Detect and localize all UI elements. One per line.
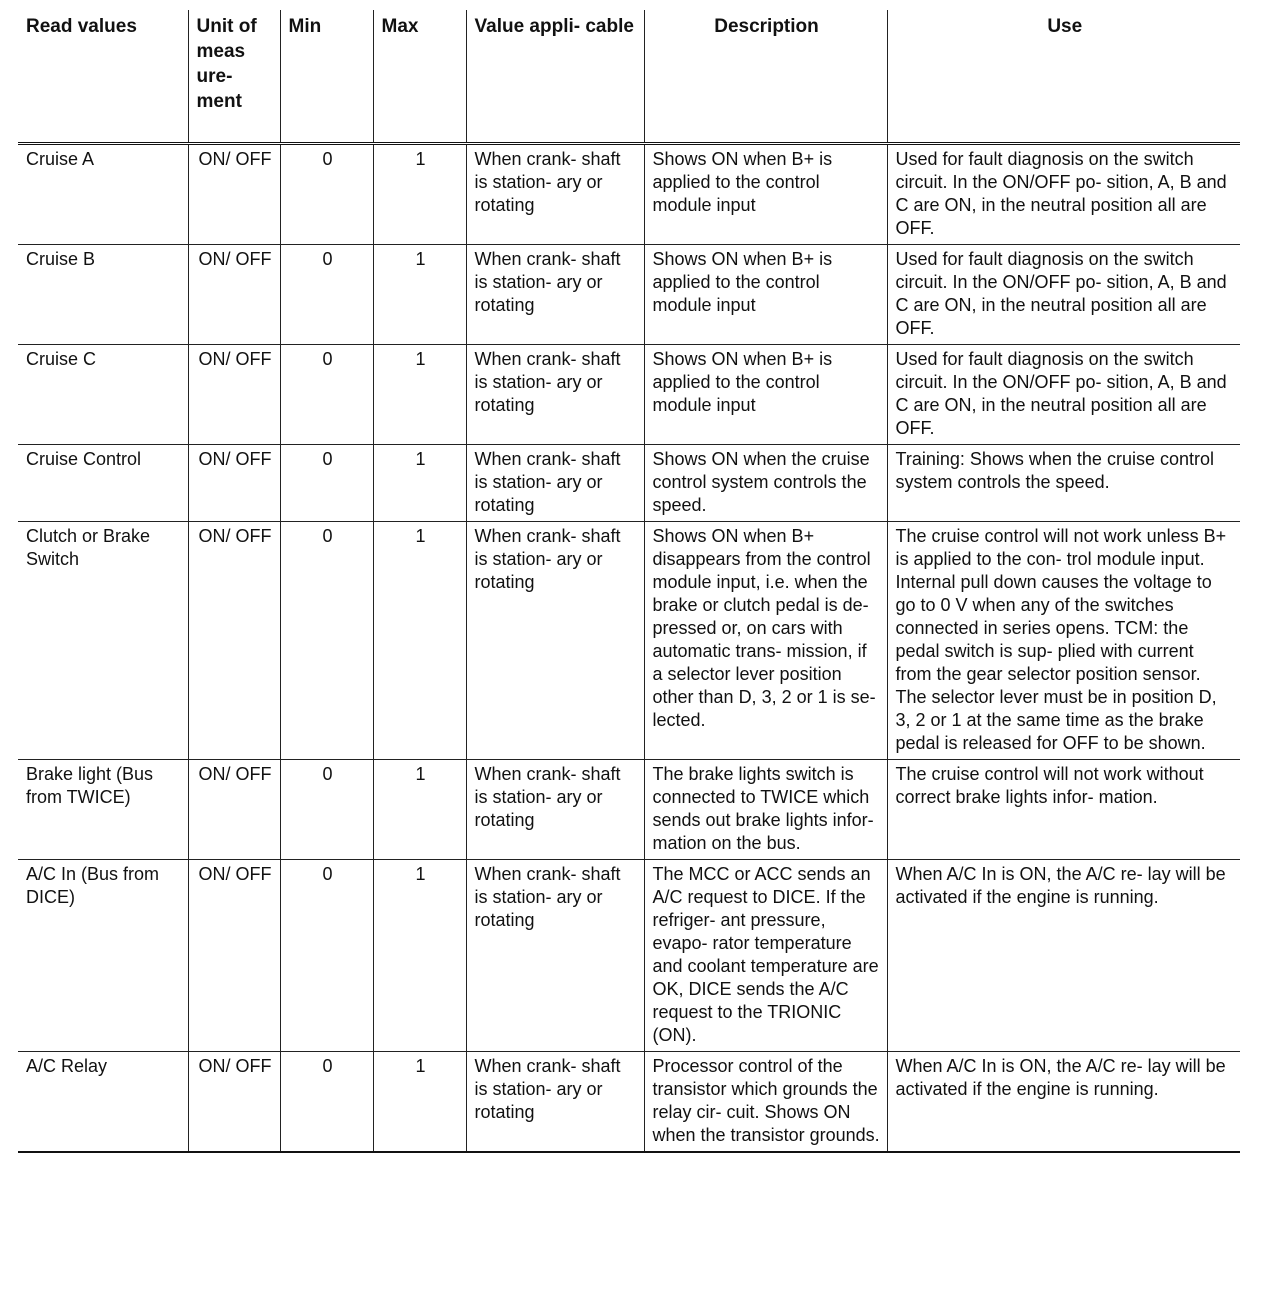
header-min: Min <box>280 10 373 144</box>
cell-read-value: Clutch or Brake Switch <box>18 522 188 760</box>
cell-read-value: Cruise C <box>18 345 188 445</box>
table-row <box>18 522 1240 760</box>
cell-applicable: When crank- shaft is station- ary or rotating <box>466 760 644 860</box>
cell-applicable: When crank- shaft is station- ary or rotating <box>466 245 644 345</box>
cell-read-value: Cruise Control <box>18 445 188 522</box>
cell-read-value: Brake light (Bus from TWICE) <box>18 760 188 860</box>
cell-use: Used for fault diagnosis on the switch circuit. In the ON/OFF po- sition, A, B and C are ON, in the neutral position all are OFF. <box>887 345 1240 445</box>
header-unit: Unit of meas ure- ment <box>188 10 280 144</box>
cell-max: 1 <box>373 860 466 1052</box>
cell-description: Shows ON when B+ is applied to the control module input <box>644 245 887 345</box>
table-row <box>18 445 1240 522</box>
table-row <box>18 144 1240 245</box>
cell-max: 1 <box>373 445 466 522</box>
cell-min: 0 <box>280 1052 373 1153</box>
cell-min: 0 <box>280 860 373 1052</box>
header-max: Max <box>373 10 466 144</box>
cell-min: 0 <box>280 760 373 860</box>
cell-unit: ON/ OFF <box>188 345 280 445</box>
cell-min: 0 <box>280 445 373 522</box>
table-row <box>18 245 1240 345</box>
cell-applicable: When crank- shaft is station- ary or rotating <box>466 445 644 522</box>
read-values-table <box>18 10 1240 1153</box>
cell-applicable: When crank- shaft is station- ary or rotating <box>466 860 644 1052</box>
cell-min: 0 <box>280 245 373 345</box>
cell-max: 1 <box>373 144 466 245</box>
cell-min: 0 <box>280 345 373 445</box>
header-value-applicable: Value appli- cable <box>466 10 644 144</box>
cell-unit: ON/ OFF <box>188 445 280 522</box>
table-row <box>18 1052 1240 1153</box>
cell-use: When A/C In is ON, the A/C re- lay will be activated if the engine is running. <box>887 1052 1240 1153</box>
cell-min: 0 <box>280 522 373 760</box>
cell-unit: ON/ OFF <box>188 144 280 245</box>
cell-unit: ON/ OFF <box>188 1052 280 1153</box>
cell-max: 1 <box>373 245 466 345</box>
cell-unit: ON/ OFF <box>188 760 280 860</box>
cell-read-value: Cruise A <box>18 144 188 245</box>
cell-applicable: When crank- shaft is station- ary or rotating <box>466 522 644 760</box>
cell-description: The MCC or ACC sends an A/C request to DICE. If the refriger- ant pressure, evapo- rator temperature and coolant temperature are OK, DICE sends the A/C request to the TRIONIC (ON). <box>644 860 887 1052</box>
cell-description: Shows ON when B+ is applied to the control module input <box>644 144 887 245</box>
cell-read-value: A/C Relay <box>18 1052 188 1153</box>
cell-description: Shows ON when B+ is applied to the control module input <box>644 345 887 445</box>
cell-max: 1 <box>373 1052 466 1153</box>
cell-use: Training: Shows when the cruise control system controls the speed. <box>887 445 1240 522</box>
header-description: Description <box>644 10 887 144</box>
table-row <box>18 860 1240 1052</box>
cell-max: 1 <box>373 522 466 760</box>
cell-description: Processor control of the transistor which grounds the relay cir- cuit. Shows ON when the transistor grounds. <box>644 1052 887 1153</box>
cell-use: Used for fault diagnosis on the switch circuit. In the ON/OFF po- sition, A, B and C are ON, in the neutral position all are OFF. <box>887 144 1240 245</box>
header-use: Use <box>887 10 1240 144</box>
cell-max: 1 <box>373 345 466 445</box>
read-values-sheet <box>18 10 1240 1153</box>
cell-min: 0 <box>280 144 373 245</box>
cell-use: The cruise control will not work unless B+ is applied to the con- trol module input. Internal pull down causes the voltage to go to 0 V when any of the switches connected in series opens. TCM: the pedal switch is sup- plied with current from the gear selector position sensor. The selector lever must be in position D, 3, 2 or 1 at the same time as the brake pedal is released for OFF to be shown. <box>887 522 1240 760</box>
cell-unit: ON/ OFF <box>188 245 280 345</box>
cell-unit: ON/ OFF <box>188 860 280 1052</box>
cell-use: The cruise control will not work without correct brake lights infor- mation. <box>887 760 1240 860</box>
cell-applicable: When crank- shaft is station- ary or rotating <box>466 1052 644 1153</box>
cell-unit: ON/ OFF <box>188 522 280 760</box>
cell-read-value: A/C In (Bus from DICE) <box>18 860 188 1052</box>
header-read-values: Read values <box>18 10 188 144</box>
header-row <box>18 10 1240 144</box>
cell-max: 1 <box>373 760 466 860</box>
cell-applicable: When crank- shaft is station- ary or rotating <box>466 345 644 445</box>
cell-description: The brake lights switch is connected to TWICE which sends out brake lights infor- mation on the bus. <box>644 760 887 860</box>
cell-description: Shows ON when the cruise control system controls the speed. <box>644 445 887 522</box>
cell-use: Used for fault diagnosis on the switch circuit. In the ON/OFF po- sition, A, B and C are ON, in the neutral position all are OFF. <box>887 245 1240 345</box>
cell-description: Shows ON when B+ disappears from the control module input, i.e. when the brake or clutch pedal is de- pressed or, on cars with automatic trans- mission, if a selector lever position other than D, 3, 2 or 1 is se- lected. <box>644 522 887 760</box>
cell-use: When A/C In is ON, the A/C re- lay will be activated if the engine is running. <box>887 860 1240 1052</box>
table-row <box>18 345 1240 445</box>
cell-read-value: Cruise B <box>18 245 188 345</box>
table-row <box>18 760 1240 860</box>
cell-applicable: When crank- shaft is station- ary or rotating <box>466 144 644 245</box>
